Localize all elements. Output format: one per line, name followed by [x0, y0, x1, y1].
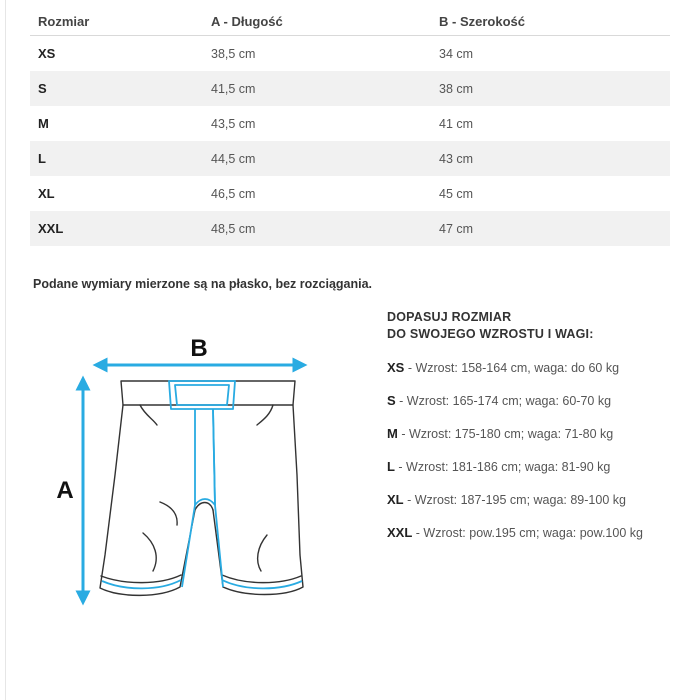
fit-details: - Wzrost: 158-164 cm, waga: do 60 kg — [404, 361, 620, 375]
fit-heading-line1: DOPASUJ ROZMIAR — [387, 310, 512, 324]
cell-length: 44,5 cm — [203, 141, 431, 176]
fit-heading-line2: DO SWOJEGO WZROSTU I WAGI: — [387, 327, 594, 341]
cell-length: 38,5 cm — [211, 46, 256, 61]
left-border — [5, 0, 6, 700]
shorts-outline — [100, 381, 303, 595]
fit-details: - Wzrost: 181-186 cm; waga: 81-90 kg — [394, 460, 611, 474]
fit-details: - Wzrost: 187-195 cm; waga: 89-100 kg — [403, 493, 626, 507]
shorts-diagram — [45, 325, 335, 615]
fit-size: XXL — [387, 525, 413, 540]
cell-width: 38 cm — [431, 71, 670, 106]
fit-size: XS — [387, 360, 405, 375]
cell-size: M — [38, 116, 49, 131]
cell-length: 46,5 cm — [211, 186, 256, 201]
cell-size: XL — [38, 186, 55, 201]
label-a: A — [56, 477, 74, 504]
cell-width: 47 cm — [431, 211, 670, 246]
cell-width: 43 cm — [431, 141, 670, 176]
list-item — [387, 393, 643, 426]
list-item — [387, 459, 643, 492]
cell-size: L — [30, 141, 203, 176]
cell-width: 34 cm — [439, 46, 474, 61]
fit-list — [387, 360, 643, 558]
list-item — [387, 360, 643, 393]
cell-size: XXL — [30, 211, 203, 246]
list-item — [387, 426, 643, 459]
cell-width: 45 cm — [439, 186, 474, 201]
size-table — [30, 7, 670, 246]
cell-length: 48,5 cm — [203, 211, 431, 246]
cell-size: S — [30, 71, 203, 106]
header-size: Rozmiar — [30, 7, 203, 36]
table-header-row — [30, 7, 670, 36]
list-item — [387, 525, 643, 558]
cell-size: XS — [38, 46, 56, 61]
table-row — [30, 106, 670, 141]
table-row — [30, 141, 670, 176]
fit-details: - Wzrost: pow.195 cm; waga: pow.100 kg — [412, 526, 643, 540]
cell-length: 43,5 cm — [211, 116, 256, 131]
label-b: B — [190, 335, 208, 362]
header-width: B - Szerokość — [431, 7, 670, 36]
fit-details: - Wzrost: 175-180 cm; waga: 71-80 kg — [397, 427, 614, 441]
measurement-note: Podane wymiary mierzone są na płasko, bez rozciągania. — [33, 277, 373, 291]
shorts-seams — [102, 381, 302, 588]
table-row — [30, 176, 670, 211]
fit-size: L — [387, 459, 395, 474]
fit-heading — [387, 309, 594, 343]
fit-size: S — [387, 393, 396, 408]
header-length: A - Długość — [203, 7, 431, 36]
fit-details: - Wzrost: 165-174 cm; waga: 60-70 kg — [395, 394, 612, 408]
cell-length: 41,5 cm — [203, 71, 431, 106]
cell-width: 41 cm — [439, 116, 474, 131]
table-row — [30, 36, 670, 72]
table-row — [30, 71, 670, 106]
fit-size: M — [387, 426, 398, 441]
table-row — [30, 211, 670, 246]
fit-size: XL — [387, 492, 404, 507]
list-item — [387, 492, 643, 525]
